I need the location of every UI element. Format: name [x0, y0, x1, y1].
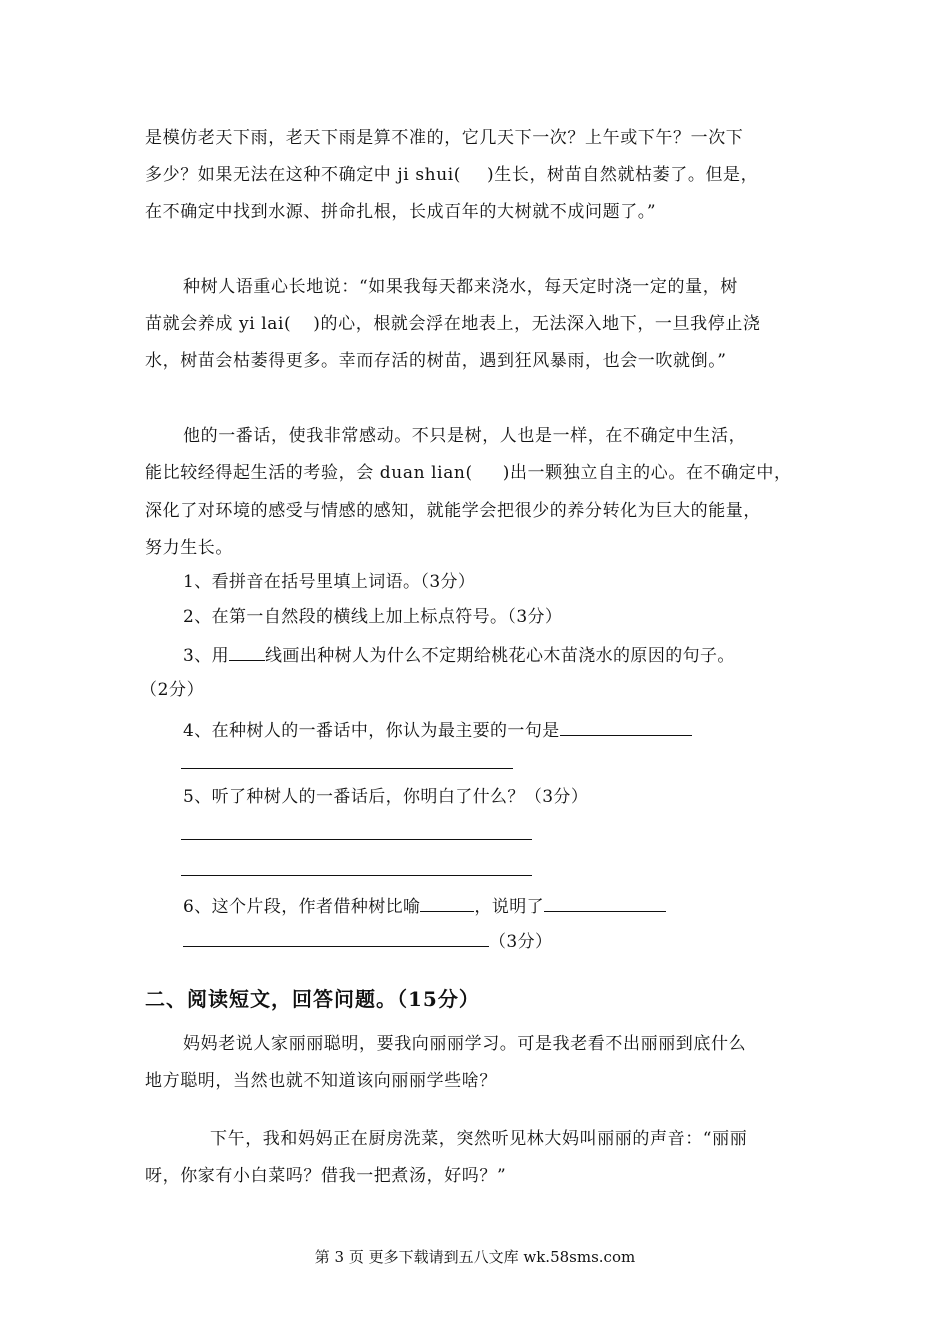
passage-line: 是模仿老天下雨，老天下雨是算不准的，它几天下一次？上午或下午？一次下: [145, 128, 744, 148]
passage-line: 水，树苗会枯萎得更多。幸而存活的树苗，遇到狂风暴雨，也会一吹就倒。”: [145, 351, 727, 371]
answer-line[interactable]: [181, 839, 532, 840]
passage-line: 努力生长。: [145, 538, 233, 558]
question-3-score: （2分）: [140, 680, 205, 700]
question-1: 1、看拼音在括号里填上词语。（3分）: [183, 572, 476, 592]
passage-line: 地方聪明，当然也就不知道该向丽丽学些啥？: [145, 1071, 497, 1091]
answer-line[interactable]: [544, 893, 666, 912]
question-6: [183, 893, 666, 918]
answer-line[interactable]: [420, 893, 474, 912]
passage-text: 多少？如果无法在这种不确定中 ji shui(: [145, 165, 462, 185]
passage-line: 妈妈老说人家丽丽聪明，要我向丽丽学习。可是我老看不出丽丽到底什么: [183, 1034, 747, 1054]
question-2: 2、在第一自然段的横线上加上标点符号。（3分）: [183, 607, 563, 627]
passage-line: [145, 313, 761, 335]
passage-line: 呀，你家有小白菜吗？借我一把煮汤，好吗？”: [145, 1166, 507, 1186]
question-text: 4、在种树人的一番话中，你认为最主要的一句是: [183, 721, 560, 741]
question-text: ，说明了: [474, 897, 545, 917]
page-footer: 第 3 页 更多下载请到五八文库 wk.58sms.com: [314, 1248, 636, 1266]
question-4: [183, 717, 692, 742]
passage-line: 在不确定中找到水源、拼命扎根，长成百年的大树就不成问题了。”: [145, 202, 657, 222]
passage-line: 种树人语重心长地说：“如果我每天都来浇水，每天定时浇一定的量，树: [183, 277, 738, 297]
passage-text: 能比较经得起生活的考验，会 duan lian(: [145, 463, 473, 483]
answer-line[interactable]: [183, 928, 489, 947]
passage-line: 下午，我和妈妈正在厨房洗菜，突然听见林大妈叫丽丽的声音：“丽丽: [210, 1129, 748, 1149]
passage-text: 苗就会养成 yi lai(: [145, 314, 292, 334]
passage-text: )出一颗独立自主的心。在不确定中，: [502, 463, 792, 483]
underline-sample: [229, 642, 265, 661]
answer-line[interactable]: [181, 875, 532, 876]
passage-line: [145, 164, 758, 186]
question-text: 3、用: [183, 646, 230, 666]
question-6-score: （3分）: [489, 932, 553, 952]
passage-line: 他的一番话，使我非常感动。不只是树，人也是一样，在不确定中生活，: [183, 426, 747, 446]
question-text: 6、这个片段，作者借种树比喻: [183, 897, 421, 917]
passage-line: [145, 462, 792, 484]
section-heading: 二、阅读短文，回答问题。（15分）: [145, 987, 480, 1011]
answer-line[interactable]: [560, 717, 692, 736]
passage-text: )生长，树苗自然就枯萎了。但是，: [487, 165, 759, 185]
question-3: [183, 642, 735, 667]
question-6-continued: [183, 928, 552, 953]
answer-line[interactable]: [181, 768, 513, 769]
passage-line: 深化了对环境的感受与情感的感知，就能学会把很少的养分转化为巨大的能量，: [145, 501, 761, 521]
question-5: 5、听了种树人的一番话后，你明白了什么？（3分）: [183, 787, 589, 807]
passage-text: )的心，根就会浮在地表上，无法深入地下，一旦我停止浇: [313, 314, 761, 334]
question-text: 线画出种树人为什么不定期给桃花心木苗浇水的原因的句子。: [265, 646, 735, 666]
